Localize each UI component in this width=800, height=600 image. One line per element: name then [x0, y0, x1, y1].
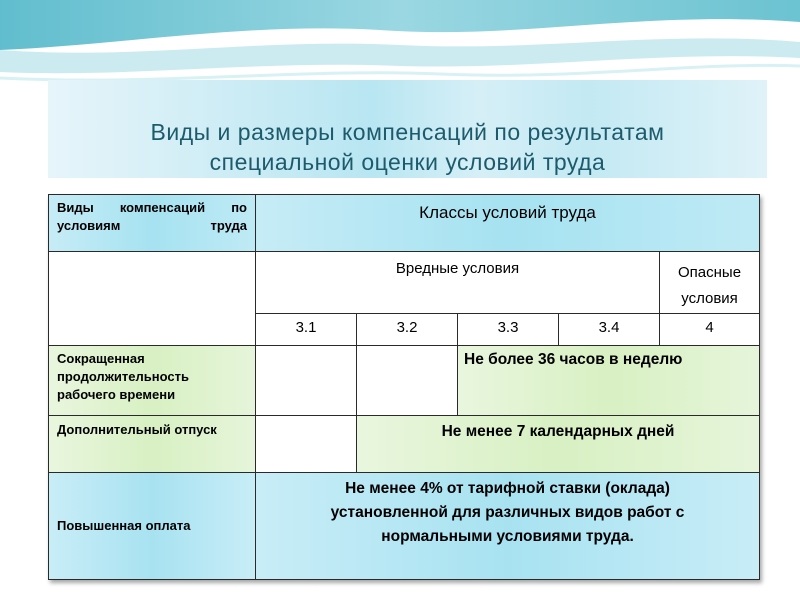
subclass-cell	[458, 314, 559, 346]
row-label-increased-pay: Повышенная оплата	[57, 518, 191, 533]
empty-cell	[357, 346, 458, 416]
subclass-cell	[256, 314, 357, 346]
row-value-cell	[256, 473, 760, 580]
row-label-cell	[49, 416, 256, 473]
subclass-4: 4	[705, 319, 714, 336]
subclass-cell	[660, 314, 760, 346]
dangerous-header-cell	[660, 252, 760, 314]
table-row	[49, 473, 760, 580]
harmful-header: Вредные условия	[395, 260, 520, 277]
subclass-3-2: 3.2	[396, 319, 418, 336]
empty-cell	[256, 346, 357, 416]
row-label-reduced-hours: Сокращенная продолжительность рабочего времени	[57, 351, 189, 402]
row-value-extra-leave: Не менее 7 календарных дней	[441, 423, 675, 440]
dangerous-header: Опасные условия	[678, 264, 742, 307]
subclass-3-3: 3.3	[497, 319, 519, 336]
subclass-cell	[357, 314, 458, 346]
row-value-reduced-hours: Не более 36 часов в неделю	[464, 351, 683, 368]
table-row	[49, 346, 760, 416]
row-label-cell	[49, 346, 256, 416]
title-line-1: Виды и размеры компенсаций по результатам	[150, 119, 665, 145]
row-value-increased-pay: Не менее 4% от тарифной ставки (оклада) установленной для различных видов работ с нормальными условиями труда.	[330, 480, 685, 545]
subclass-3-4: 3.4	[598, 319, 620, 336]
subclass-cell	[559, 314, 660, 346]
row-value-cell	[357, 416, 760, 473]
page-title	[48, 117, 767, 177]
row-label-extra-leave: Дополнительный отпуск	[57, 422, 217, 437]
classes-header: Классы условий труда	[419, 203, 596, 222]
harmful-header-cell	[256, 252, 660, 314]
row-label-cell	[49, 473, 256, 580]
classes-header-cell	[256, 195, 760, 252]
row-value-cell	[458, 346, 760, 416]
compensation-table	[48, 194, 760, 580]
empty-header-cell	[49, 252, 256, 346]
empty-cell	[256, 416, 357, 473]
subclass-3-1: 3.1	[295, 319, 317, 336]
corner-header: Виды компенсаций по условиям труда	[57, 200, 247, 233]
corner-header-cell	[49, 195, 256, 252]
table-row	[49, 416, 760, 473]
title-line-2: специальной оценки условий труда	[209, 149, 606, 175]
